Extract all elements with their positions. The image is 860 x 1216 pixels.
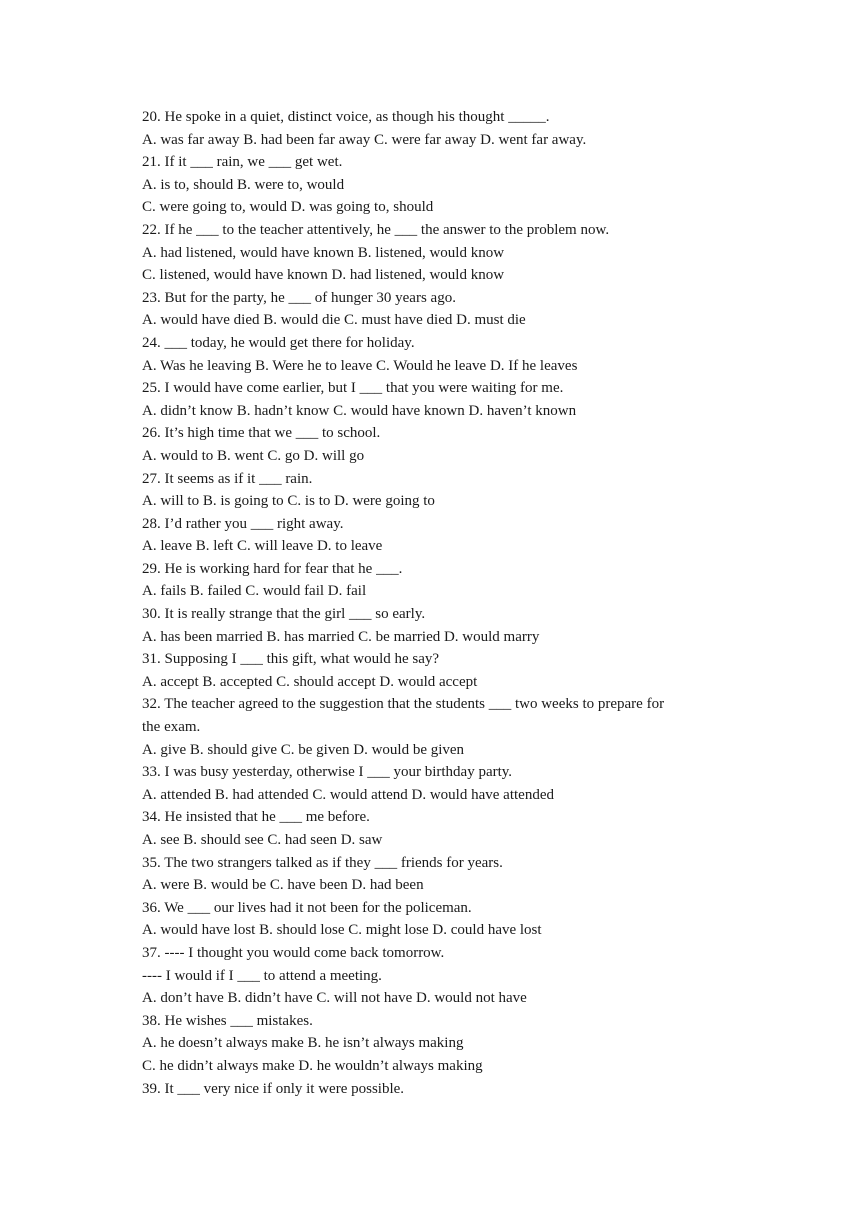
question-24-stem: 24. ___ today, he would get there for holiday. bbox=[142, 334, 415, 351]
question-22-stem: 22. If he ___ to the teacher attentively, he ___ the answer to the problem now. bbox=[142, 221, 610, 238]
question-list bbox=[142, 106, 712, 1100]
question-29-options: A. fails B. failed C. would fail D. fail bbox=[142, 583, 367, 600]
question-38-options-cd: C. he didn’t always make D. he wouldn’t always making bbox=[142, 1057, 483, 1074]
question-26-stem: 26. It’s high time that we ___ to school. bbox=[142, 425, 381, 442]
question-25-options: A. didn’t know B. hadn’t know C. would have known D. haven’t known bbox=[142, 402, 577, 419]
question-31-stem: 31. Supposing I ___ this gift, what would he say? bbox=[142, 651, 440, 668]
question-28-stem: 28. I’d rather you ___ right away. bbox=[142, 515, 344, 532]
question-20-options: A. was far away B. had been far away C. were far away D. went far away. bbox=[142, 131, 587, 148]
question-32-stem: 32. The teacher agreed to the suggestion that the students ___ two weeks to prepare for bbox=[142, 696, 665, 713]
question-27-stem: 27. It seems as if it ___ rain. bbox=[142, 470, 313, 487]
question-39-stem: 39. It ___ very nice if only it were possible. bbox=[142, 1080, 405, 1097]
question-37-stem: 37. ---- I thought you would come back tomorrow. bbox=[142, 944, 445, 961]
question-24-options: A. Was he leaving B. Were he to leave C. Would he leave D. If he leaves bbox=[142, 357, 578, 374]
question-25-stem: 25. I would have come earlier, but I ___ that you were waiting for me. bbox=[142, 380, 564, 397]
question-20-stem: 20. He spoke in a quiet, distinct voice, as though his thought _____. bbox=[142, 109, 550, 125]
question-22-options-ab: A. had listened, would have known B. listened, would know bbox=[142, 244, 505, 261]
question-37-options: A. don’t have B. didn’t have C. will not have D. would not have bbox=[142, 990, 527, 1007]
question-33-stem: 33. I was busy yesterday, otherwise I ___ your birthday party. bbox=[142, 764, 513, 781]
question-26-options: A. would to B. went C. go D. will go bbox=[142, 447, 365, 464]
question-34-options: A. see B. should see C. had seen D. saw bbox=[142, 832, 383, 848]
question-36-stem: 36. We ___ our lives had it not been for the policeman. bbox=[142, 899, 472, 916]
question-35-stem: 35. The two strangers talked as if they ___ friends for years. bbox=[142, 854, 503, 871]
question-30-stem: 30. It is really strange that the girl ___ so early. bbox=[142, 606, 426, 623]
question-35-options: A. were B. would be C. have been D. had been bbox=[142, 877, 424, 894]
question-21-stem: 21. If it ___ rain, we ___ get wet. bbox=[142, 154, 343, 171]
question-22-options-cd: C. listened, would have known D. had listened, would know bbox=[142, 267, 505, 284]
question-23-stem: 23. But for the party, he ___ of hunger 30 years ago. bbox=[142, 289, 456, 306]
question-28-options: A. leave B. left C. will leave D. to leave bbox=[142, 538, 383, 555]
question-34-stem: 34. He insisted that he ___ me before. bbox=[142, 809, 370, 826]
question-38-stem: 38. He wishes ___ mistakes. bbox=[142, 1012, 313, 1029]
question-27-options: A. will to B. is going to C. is to D. were going to bbox=[142, 493, 435, 510]
question-31-options: A. accept B. accepted C. should accept D. would accept bbox=[142, 673, 478, 690]
question-36-options: A. would have lost B. should lose C. might lose D. could have lost bbox=[142, 922, 542, 939]
question-23-options: A. would have died B. would die C. must have died D. must die bbox=[142, 312, 526, 329]
question-30-options: A. has been married B. has married C. be married D. would marry bbox=[142, 628, 540, 645]
question-32-stem-continued: the exam. bbox=[142, 719, 201, 736]
question-29-stem: 29. He is working hard for fear that he ___. bbox=[142, 560, 403, 577]
question-33-options: A. attended B. had attended C. would attend D. would have attended bbox=[142, 786, 554, 803]
question-38-options-ab: A. he doesn’t always make B. he isn’t always making bbox=[142, 1035, 464, 1052]
question-21-options-cd: C. were going to, would D. was going to, should bbox=[142, 199, 434, 216]
question-21-options-ab: A. is to, should B. were to, would bbox=[142, 176, 345, 193]
question-32-options: A. give B. should give C. be given D. would be given bbox=[142, 741, 465, 758]
question-37-stem-reply: ---- I would if I ___ to attend a meeting. bbox=[142, 967, 382, 984]
